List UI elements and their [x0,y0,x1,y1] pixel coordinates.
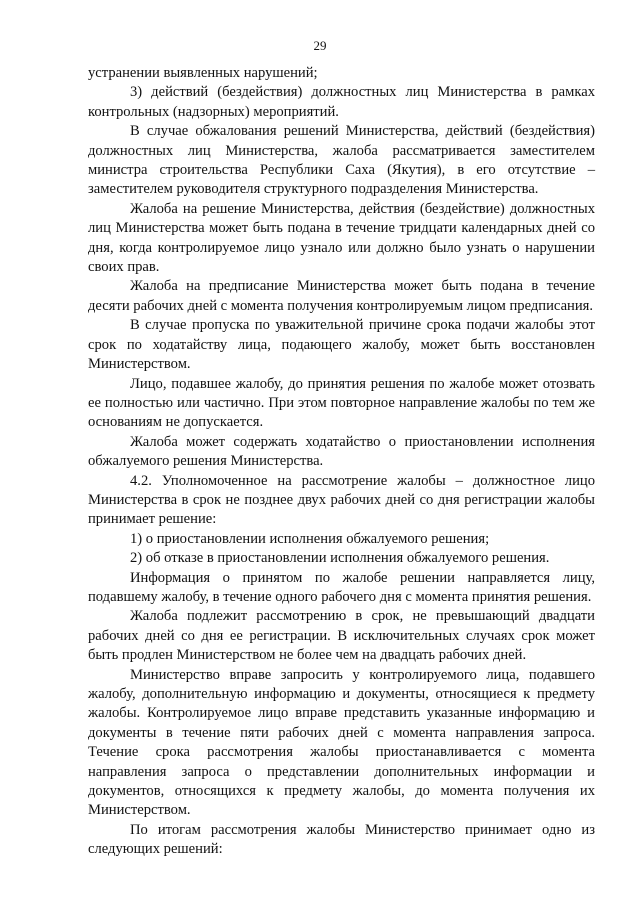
paragraph-deadline-restore: В случае пропуска по уважительной причине срока подачи жалобы этот срок по ходатайству лица, подающего жалобу, может быть восстановлен Министерством. [88,317,595,373]
paragraph-decision-notice: Информация о принятом по жалобе решении направляется лицу, подавшему жалобу, в течение одного рабочего дня с момента принятия решения. [88,569,595,605]
paragraph-decision-option-1: 1) о приостановлении исполнения обжалуемого решения; [130,530,490,547]
paragraph-suspension-request: Жалоба может содержать ходатайство о приостановлении исполнения обжалуемого решения Министерства. [88,433,595,470]
paragraph-order-appeal: Жалоба на предписание Министерства может быть подана в течение десяти рабочих дней с момента получения контролируемым лицом предписания. [88,278,595,314]
paragraph-review-period: Жалоба подлежит рассмотрению в срок, не превышающий двадцати рабочих дней со дня ее регистрации. В исключительных случаях срок может быть продлен Министерством не более чем на двадцать рабочих дней. [88,608,595,664]
paragraph-withdrawal: Лицо, подавшее жалобу, до принятия решения по жалобе может отозвать ее полностью или частично. При этом повторное направление жалобы по тем же основаниям не допускается. [88,375,595,431]
paragraph-review-outcomes: По итогам рассмотрения жалобы Министерство принимает одно из следующих решений: [88,821,595,858]
paragraph-appeal-review: В случае обжалования решений Министерства, действий (бездействия) должностных лиц Министерства, жалоба рассматривается заместителем министра строительства Республики Саха (Якутия), в его отсутствие – заместителем руководителя структурного подразделения Министерства. [88,123,595,198]
paragraph-appeal-deadline: Жалоба на решение Министерства, действия (бездействие) должностных лиц Министерства может быть подана в течение тридцати календарных дней со дня, когда контролируемое лицо узнало или должно было узнать о нарушении своих прав. [88,200,595,276]
paragraph-decision-option-2: 2) об отказе в приостановлении исполнения обжалуемого решения. [130,550,550,567]
paragraph-list-item-3: 3) действий (бездействия) должностных лиц Министерства в рамках контрольных (надзорных) мероприятий. [88,84,595,120]
paragraph-section-4-2: 4.2. Уполномоченное на рассмотрение жалобы – должностное лицо Министерства в срок не позднее двух рабочих дней со дня регистрации жалобы принимает решение: [88,472,595,528]
paragraph-continuation: устранении выявленных нарушений; [88,65,318,81]
paragraph-additional-info: Министерство вправе запросить у контролируемого лица, подавшего жалобу, дополнительную информацию и документы, относящиеся к предмету жалобы. Контролируемое лицо вправе представить указанные информацию и документы в течение пяти рабочих дней с момента направления запроса. Течение срока рассмотрения жалобы приостанавливается с момента направления запроса о представлении дополнительных информации и документов, относящихся к предмету жалобы, до момента получения их Министерством. [88,666,595,819]
document-body [88,64,595,860]
page-number: 29 [313,38,327,53]
